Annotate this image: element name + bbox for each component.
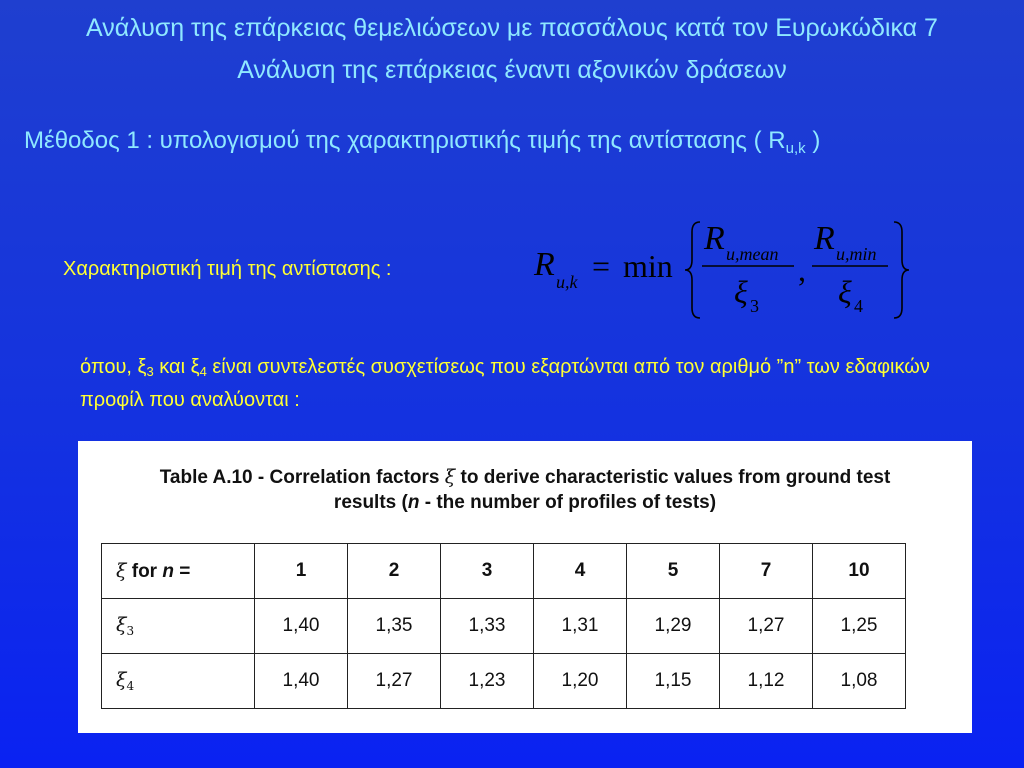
formula-num2-sub: u,min — [836, 244, 877, 264]
table-cell: 1,12 — [720, 654, 813, 709]
caption-xi: ξ — [444, 466, 456, 488]
header-n: n — [162, 560, 174, 582]
caption-n: n — [407, 492, 420, 513]
formula-den2-sub: 4 — [854, 296, 863, 316]
method-close: ) — [812, 127, 821, 154]
formula-lhs: R — [534, 246, 555, 283]
table-cell: 1,40 — [255, 599, 348, 654]
formula-comma: , — [798, 252, 806, 288]
row-xi4-letter: ξ — [116, 669, 127, 691]
table-cell: 1,08 — [813, 654, 906, 709]
formula-num1: R — [704, 220, 725, 257]
table-cell: 1,27 — [348, 654, 441, 709]
header-n-7: 7 — [720, 544, 813, 599]
caption-part-a: Table A.10 - Correlation factors — [159, 467, 445, 488]
right-brace-icon — [892, 220, 910, 320]
row-xi4-symbol — [116, 669, 134, 691]
table-cell: 1,40 — [255, 654, 348, 709]
formula-num2: R — [814, 220, 835, 257]
correlation-factors-table — [101, 543, 906, 709]
where-part1: όπου, ξ — [80, 356, 147, 378]
formula-den1-sub: 3 — [750, 296, 759, 316]
row-label-xi4 — [102, 654, 255, 709]
caption-part-c: results ( — [333, 492, 408, 513]
table-cell: 1,15 — [627, 654, 720, 709]
table-row-xi4 — [102, 654, 906, 709]
where-part2: και ξ — [153, 356, 200, 378]
table-caption — [78, 465, 972, 515]
header-n-1: 1 — [255, 544, 348, 599]
slide-title-line1: Ανάλυση της επάρκειας θεμελιώσεων με πασσάλους κατά τον Ευρωκώδικα 7 — [86, 14, 938, 42]
formula-equals: = — [592, 248, 611, 284]
header-eq: = — [173, 560, 191, 582]
table-cell: 1,29 — [627, 599, 720, 654]
row-xi3-symbol — [116, 614, 134, 636]
formula-den1: ξ — [734, 274, 748, 310]
table-row-xi3 — [102, 599, 906, 654]
where-part3: είναι συντελεστές συσχετίσεως που εξαρτώνται από τον αριθμό ”n” των εδαφικών προφίλ που αναλύονται : — [80, 356, 930, 411]
caption-part-b: to derive characteristic values from ground test — [455, 467, 891, 488]
header-n-4: 4 — [534, 544, 627, 599]
header-label-cell — [102, 544, 255, 599]
formula-min: min — [623, 248, 673, 284]
where-sub2: 4 — [199, 364, 207, 379]
table-header-row — [102, 544, 906, 599]
table-cell: 1,20 — [534, 654, 627, 709]
table-cell: 1,31 — [534, 599, 627, 654]
characteristic-value-label: Χαρακτηριστική τιμή της αντίστασης : — [63, 258, 392, 280]
method-text: Μέθοδος 1 : υπολογισμού της χαρακτηριστικής τιμής της αντίστασης ( R — [24, 127, 786, 154]
row-xi4-sub: 4 — [126, 679, 135, 693]
table-cell: 1,33 — [441, 599, 534, 654]
header-n-10: 10 — [813, 544, 906, 599]
where-explanation — [80, 353, 980, 414]
row-xi3-sub: 3 — [126, 624, 135, 638]
formula-den2: ξ — [838, 274, 852, 310]
table-cell: 1,35 — [348, 599, 441, 654]
table-cell: 1,27 — [720, 599, 813, 654]
method-heading — [24, 127, 820, 157]
header-xi: ξ — [116, 559, 127, 582]
method-subscript: u,k — [785, 140, 806, 157]
fraction-bar-2 — [812, 265, 888, 267]
correlation-table-panel — [78, 441, 972, 733]
formula-lhs-sub: u,k — [556, 272, 578, 292]
header-for: for — [126, 560, 163, 582]
caption-part-d: - the number of profiles of tests) — [419, 492, 717, 513]
row-label-xi3 — [102, 599, 255, 654]
row-xi3-letter: ξ — [116, 614, 127, 636]
resistance-formula — [528, 212, 928, 324]
table-cell: 1,25 — [813, 599, 906, 654]
formula-num1-sub: u,mean — [726, 244, 779, 264]
fraction-bar-1 — [702, 265, 794, 267]
header-n-2: 2 — [348, 544, 441, 599]
table-cell: 1,23 — [441, 654, 534, 709]
left-brace-icon — [684, 220, 702, 320]
header-n-5: 5 — [627, 544, 720, 599]
slide-title-line2: Ανάλυση της επάρκειας έναντι αξονικών δράσεων — [237, 56, 787, 84]
header-n-3: 3 — [441, 544, 534, 599]
where-sub1: 3 — [146, 364, 154, 379]
